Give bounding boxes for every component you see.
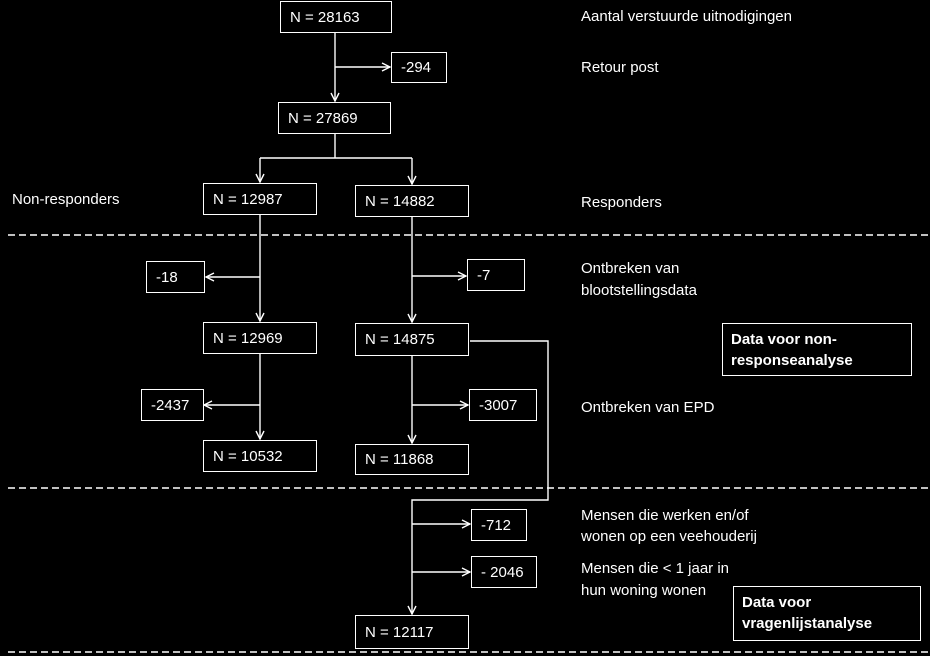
label-missing-epd: Ontbreken van EPD <box>581 399 715 416</box>
label-nonresponders: Non-responders <box>12 191 120 208</box>
label-invited: Aantal verstuurde uitnodigingen <box>581 8 792 25</box>
questionnaire-final-count-box: N = 12117 <box>355 615 469 649</box>
label-short-residence-line2: hun woning wonen <box>581 582 707 599</box>
label-farm-line2: wonen op een veehouderij <box>581 528 757 545</box>
questionnaire-note-line2: vragenlijstanalyse <box>742 615 873 632</box>
nr-missing-exposure-box: -18 <box>146 261 205 293</box>
label-responders: Responders <box>581 194 662 211</box>
label-missing-exposure-line2: blootstellingsdata <box>581 282 697 299</box>
r-final-count-box: N = 11868 <box>355 444 469 475</box>
returned-mail-box: -294 <box>391 52 447 83</box>
nr-after-exposure-count-box: N = 12969 <box>203 322 317 354</box>
responders-count-box: N = 14882 <box>355 185 469 217</box>
after-return-count-box: N = 27869 <box>278 102 391 134</box>
nr-missing-epd-box: -2437 <box>141 389 204 421</box>
questionnaire-analysis-note <box>733 586 921 641</box>
farm-excluded-box: -712 <box>471 509 527 541</box>
nonresponse-note-line1: Data voor non- <box>731 331 837 348</box>
r-missing-exposure-box: -7 <box>467 259 525 291</box>
nonresponders-count-box: N = 12987 <box>203 183 317 215</box>
label-short-residence-line1: Mensen die < 1 jaar in <box>581 560 730 577</box>
label-missing-exposure-line1: Ontbreken van <box>581 260 680 277</box>
questionnaire-note-line1: Data voor <box>742 594 812 611</box>
r-after-exposure-count-box: N = 14875 <box>355 323 469 356</box>
label-returned-mail: Retour post <box>581 59 659 76</box>
r-missing-epd-box: -3007 <box>469 389 537 421</box>
short-residence-excluded-box: - 2046 <box>471 556 537 588</box>
invited-count-box: N = 28163 <box>280 1 392 33</box>
label-farm-line1: Mensen die werken en/of <box>581 507 749 524</box>
nr-final-count-box: N = 10532 <box>203 440 317 472</box>
nonresponse-note-line2: responseanalyse <box>731 352 853 369</box>
nonresponse-analysis-note <box>722 323 912 376</box>
